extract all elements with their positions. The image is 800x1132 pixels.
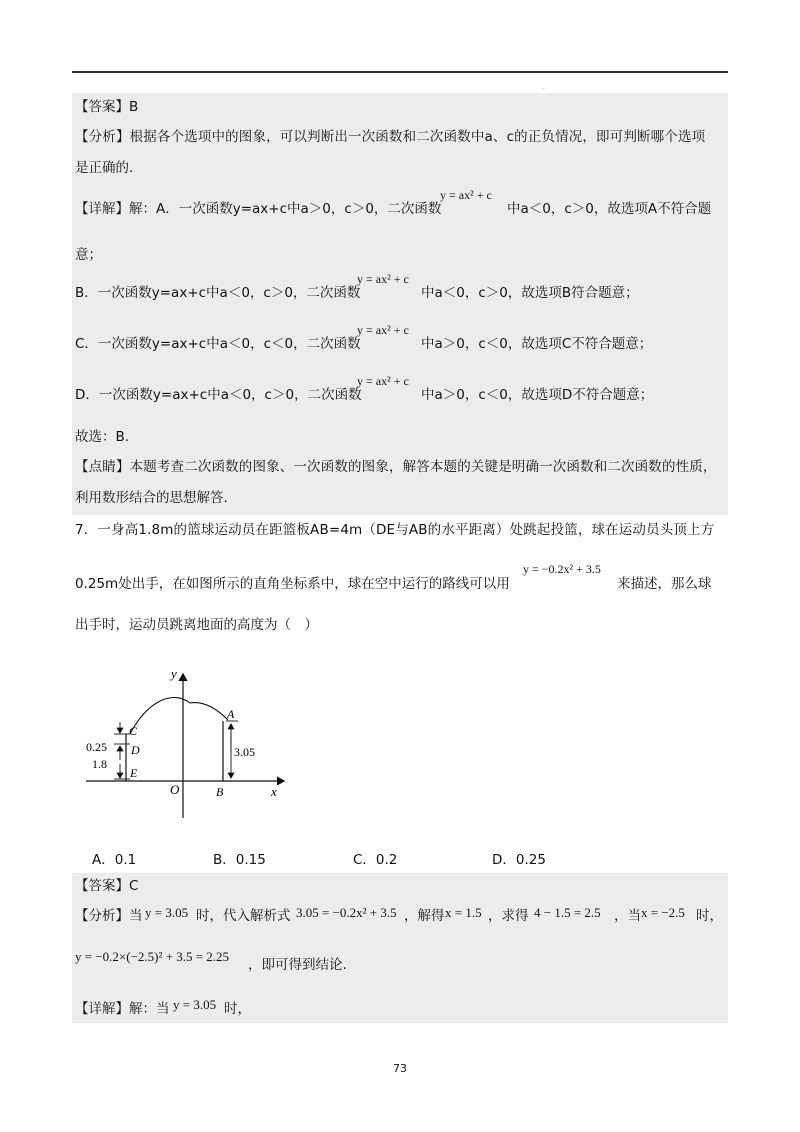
trajectory-curve-smooth	[130, 696, 228, 734]
choose-answer-1: 故选：B.	[75, 429, 130, 445]
formula-quadratic-b: y = ax² + c	[357, 272, 409, 286]
detail-b-pre: B．一次函数y=ax+c中a＜0，c＞0，二次函数	[75, 285, 361, 301]
height-cd-label: 0.25	[86, 740, 107, 754]
answer-label-1: 【答案】B	[75, 99, 139, 115]
analysis-2-a: 【分析】当	[75, 908, 143, 924]
header-rule	[72, 71, 728, 73]
height-ab-label: 3.05	[234, 745, 255, 759]
point-e-label: E	[130, 766, 138, 780]
detail-d-pre: D．一次函数y=ax+c中a＜0，c＞0，二次函数	[75, 387, 362, 403]
option-a: A．0.1	[92, 852, 137, 868]
analysis-2-f: 时，	[696, 908, 723, 924]
height-de-label: 1.8	[92, 757, 107, 771]
analysis-2-line-2-post: ，即可得到结论.	[248, 957, 347, 973]
analysis-2-formula-6: y = −0.2×(−2.5)² + 3.5 = 2.25	[75, 949, 230, 964]
question-7-line-2-pre: 0.25m处出手，在如图所示的直角坐标系中，球在空中运行的路线可以用	[75, 576, 510, 592]
detail-c-pre: C．一次函数y=ax+c中a＜0，c＜0，二次函数	[75, 336, 361, 352]
analysis-1-line-2: 是正确的.	[75, 160, 134, 176]
option-c: C．0.2	[353, 852, 398, 868]
formula-quadratic-d: y = ax² + c	[357, 374, 409, 388]
analysis-2-d: ，求得	[488, 908, 529, 924]
point-c-label: C	[129, 724, 138, 738]
origin-label: O	[170, 782, 180, 797]
option-d: D．0.25	[492, 852, 546, 868]
answer-label-2: 【答案】C	[75, 878, 139, 894]
question-7-line-2-post: 来描述，那么球	[617, 576, 712, 592]
analysis-2-e: ，当	[614, 908, 641, 924]
detail-c-post: 中a＞0，c＜0，故选项C不符合题意；	[421, 336, 653, 352]
question-7-line-3: 出手时，运动员跳离地面的高度为（ ）	[75, 617, 318, 633]
analysis-2-formula-4: 4 − 1.5 = 2.5	[534, 905, 601, 920]
question-7-line-1: 7．一身高1.8m的篮球运动员在距篮板AB=4m（DE与AB的水平距离）处跳起投篮，球在运动员头顶上方	[75, 522, 715, 538]
y-axis-label: y	[171, 666, 177, 681]
comment-line-2: 利用数形结合的思想解答.	[75, 490, 228, 506]
detail-a-line-2: 意；	[75, 247, 102, 263]
x-axis-label: x	[271, 784, 277, 799]
detail-2-post: 时，	[224, 1001, 251, 1017]
page-number: 73	[393, 1062, 407, 1075]
formula-quadratic-a: y = ax² + c	[440, 188, 492, 202]
detail-d-post: 中a＞0，c＜0，故选项D不符合题意；	[421, 387, 654, 403]
header-dot: .	[543, 84, 545, 91]
solution-block-1	[72, 93, 728, 515]
comment-line-1: 【点睛】本题考查二次函数的图象、一次函数的图象，解答本题的关键是明确一次函数和二次函数的性质，	[75, 459, 717, 475]
detail-2-formula: y = 3.05	[173, 997, 217, 1012]
analysis-2-formula-3: x = 1.5	[445, 905, 482, 920]
detail-a-line-1-pre: 【详解】解：A．一次函数y=ax+c中a＞0，c＞0，二次函数	[75, 201, 442, 217]
trajectory-curve	[130, 698, 228, 734]
detail-a-line-1-post: 中a＜0，c＞0，故选项A不符合题	[507, 201, 712, 217]
analysis-2-formula-2: 3.05 = −0.2x² + 3.5	[296, 905, 397, 920]
solution-block-2	[72, 873, 728, 1023]
analysis-1-line-1: 【分析】根据各个选项中的图象，可以判断出一次函数和二次函数中a、c的正负情况，即可判断哪个选项	[75, 129, 706, 145]
basketball-trajectory-figure	[78, 660, 298, 820]
analysis-2-formula-1: y = 3.05	[145, 905, 189, 920]
analysis-2-c: ，解得	[404, 908, 445, 924]
formula-quadratic-c: y = ax² + c	[357, 323, 409, 337]
option-b: B．0.15	[213, 852, 266, 868]
question-7-formula: y = −0.2x² + 3.5	[523, 562, 601, 576]
detail-2-pre: 【详解】解：当	[75, 1001, 170, 1017]
point-d-label: D	[131, 743, 140, 757]
analysis-2-b: 时，代入解析式	[196, 908, 291, 924]
detail-b-post: 中a＜0，c＞0，故选项B符合题意；	[421, 285, 639, 301]
point-b-label: B	[216, 785, 224, 799]
point-a-label: A	[227, 707, 235, 721]
analysis-2-formula-5: x = −2.5	[641, 905, 685, 920]
